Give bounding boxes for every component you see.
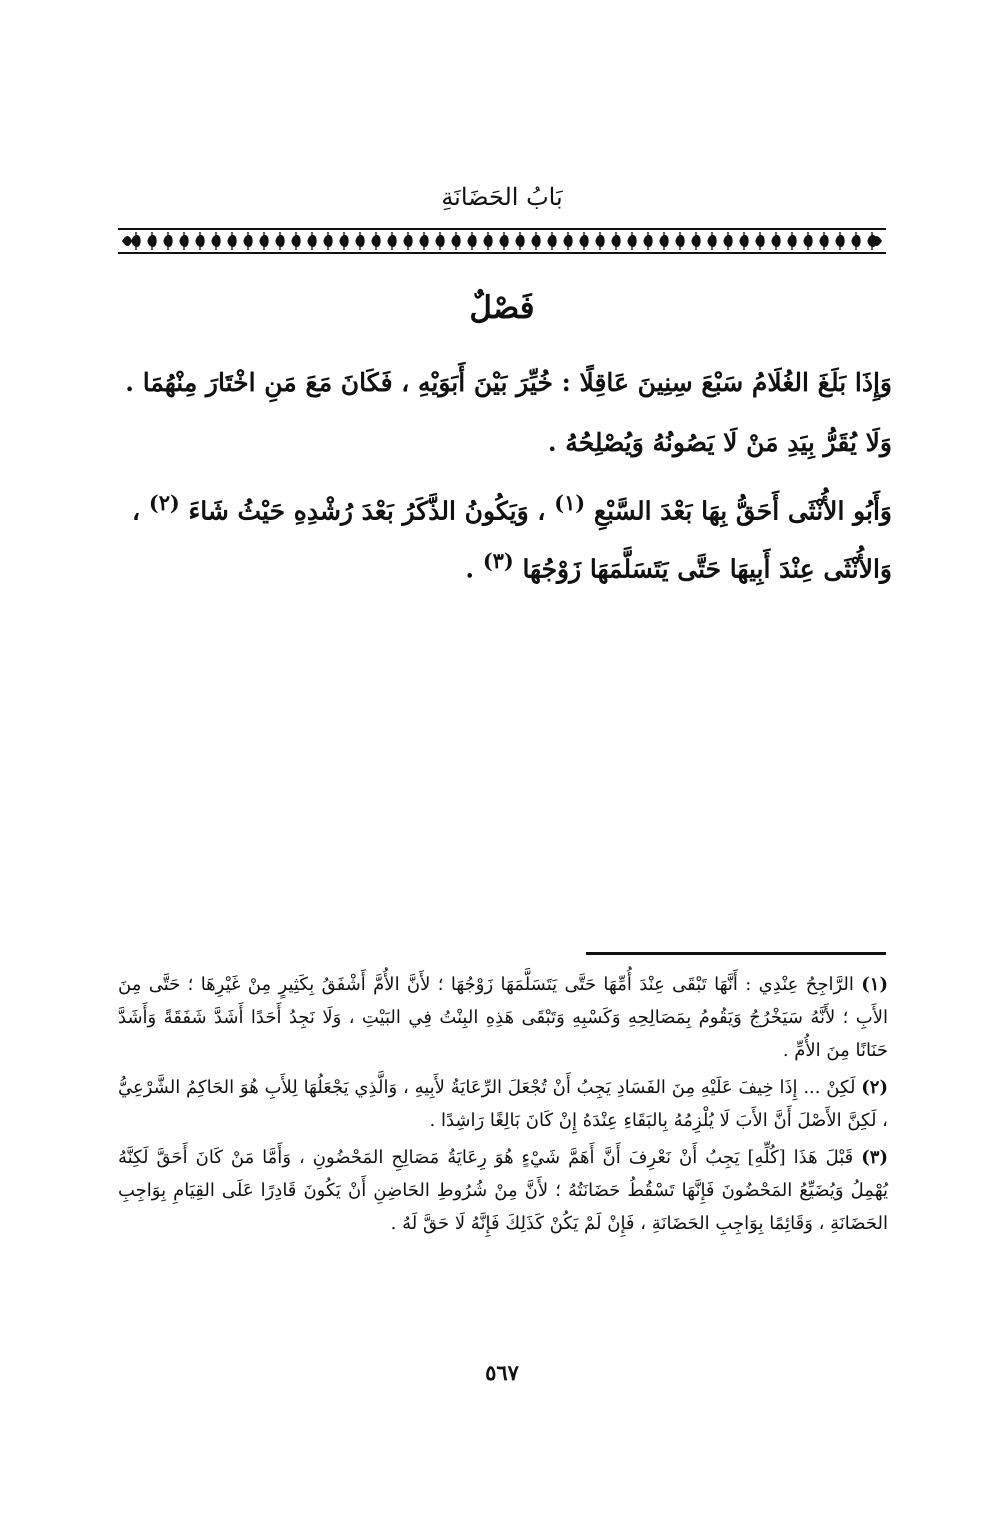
footnote-3-number: (٣) — [861, 1147, 888, 1168]
ornament-motif — [724, 232, 732, 250]
ornament-motif — [500, 232, 508, 250]
ornament-motif — [740, 232, 748, 250]
ornament-motif — [644, 232, 652, 250]
footnote-3-text: قَبْلَ هَذَا [كُلِّهِ] يَجِبُ أَنْ نَعْرِفَ أَنَّ أَهَمَّ شَيْءٍ هُوَ رِعَايَةُ مَصَالِحِ المَحْضُونِ ، وَأَمَّا مَنْ كَانَ أَحَقَّ لَكِنَّهُ يُهْمِلُ وَيُضَيِّعُ المَحْضُونَ فَإِنَّهَا تَسْقُطُ حَضَانَتُهُ ؛ لأَنَّ مِنْ شُرُوطِ الحَاضِنِ أَنْ يَكُونَ قَادِرًا عَلَى القِيَامِ بِوَاجِبِ الحَضَانَةِ ، وَقَائِمًا بِوَاجِبِ الحَضَانَةِ ، فَإِنْ لَمْ يَكُنْ كَذَلِكَ فَإِنَّهُ لَا حَقَّ لَهُ . — [118, 1147, 888, 1234]
ornament-motif — [820, 232, 828, 250]
ornament-motif — [708, 232, 716, 250]
ornament-motif — [148, 232, 156, 250]
paragraph-2-part-b: ، وَيَكُونُ الذَّكَرُ بَعْدَ رُشْدِهِ حَيْثُ شَاءَ — [188, 496, 546, 526]
ornament-motif — [212, 232, 220, 250]
footnote-2-text: لَكِنْ ... إِذَا خِيفَ عَلَيْهِ مِنَ الفَسَادِ يَجِبُ أَنْ تُجْعَلَ الرِّعَايَةُ لأَبِيهِ ، وَالَّذِي يَجْعَلُهَا لِلأَبِ هُوَ الحَاكِمُ الشَّرْعِيُّ ، لَكِنَّ الأَصْلَ أَنَّ الأَبَ لَا يُلْزِمُهُ بِالبَقَاءِ عِنْدَهُ إِنْ كَانَ بَالِغًا رَاشِدًا . — [118, 1077, 888, 1131]
ornament-motif — [388, 232, 396, 250]
ornament-motif — [372, 232, 380, 250]
page-number: ٥٦٧ — [485, 1360, 519, 1385]
ornament-motif — [132, 232, 140, 250]
footnote-ref-2[interactable]: (٢) — [148, 490, 180, 515]
ornament-motif — [180, 232, 188, 250]
footnote-2-number: (٢) — [861, 1077, 888, 1098]
ornament-motif — [420, 232, 428, 250]
paragraph-2-part-a: وَأَبُو الأُنْثَى أَحَقُّ بِهَا بَعْدَ السَّبْعِ — [593, 496, 892, 526]
ornament-motif — [276, 232, 284, 250]
footnote-separator — [586, 952, 886, 955]
ornament-motif — [660, 232, 668, 250]
ornament-motif — [340, 232, 348, 250]
ornament-end-leaf — [122, 236, 132, 246]
paragraph-2 — [100, 478, 892, 595]
ornament-motif — [404, 232, 412, 250]
ornament-motif — [484, 232, 492, 250]
ornament-motif — [852, 232, 860, 250]
ornament-motif — [292, 232, 300, 250]
ornament-motif — [772, 232, 780, 250]
section-heading: فَصْلٌ — [469, 290, 535, 326]
footnote-3 — [118, 1141, 888, 1240]
paragraph-2-part-c: ، وَالأُنْثَى عِنْدَ أَبِيهَا حَتَّى يَتَسَلَّمَهَا زَوْجُهَا — [132, 496, 892, 584]
ornament-motif — [324, 232, 332, 250]
main-body-text — [100, 358, 892, 605]
ornament-motif — [196, 232, 204, 250]
paragraph-2-end: . — [465, 554, 475, 584]
footnotes — [118, 968, 888, 1244]
ornament-motif — [804, 232, 812, 250]
footnote-ref-3[interactable]: (٣) — [482, 548, 514, 574]
ornament-motif — [308, 232, 316, 250]
ornament-motif — [516, 232, 524, 250]
ornament-motif — [612, 232, 620, 250]
ornament-motif — [580, 232, 588, 250]
ornament-motif — [836, 232, 844, 250]
ornament-motif — [244, 232, 252, 250]
ornament-motif — [532, 232, 540, 250]
ornament-motif — [676, 232, 684, 250]
paragraph-1-line-1: وَإِذَا بَلَغَ الغُلَامُ سَبْعَ سِنِينَ عَاقِلًا : خُيِّرَ بَيْنَ أَبَوَيْهِ ، فَكَانَ مَعَ مَنِ اخْتَارَ مِنْهُمَا . — [125, 368, 892, 397]
paragraph-1-line-2: وَلَا يُقَرُّ بِيَدِ مَنْ لَا يَصُونُهُ وَيُصْلِحُهُ . — [547, 428, 892, 457]
ornament-motif — [788, 232, 796, 250]
footnote-1-number: (١) — [861, 974, 888, 995]
ornament-motif — [564, 232, 572, 250]
footnote-ref-1[interactable]: (١) — [554, 490, 586, 515]
decorative-border-ornament — [118, 226, 886, 256]
ornament-motif — [356, 232, 364, 250]
footnote-1 — [118, 968, 888, 1067]
ornament-motif — [468, 232, 476, 250]
footnote-2 — [118, 1071, 888, 1137]
footnote-1-text: الرَّاجِحُ عِنْدِي : أَنَّهَا تَبْقَى عِنْدَ أُمِّهَا حَتَّى يَتَسَلَّمَهَا زَوْجُهَا ؛ لأَنَّ الأُمَّ أَشْفَقُ بِكَثِيرٍ مِنْ غَيْرِهَا ؛ حَتَّى مِنَ الأَبِ ؛ لأَنَّهُ سَيَخْرُجُ وَيَقُومُ بِمَصَالِحِهِ وَكَسْبِهِ وَتَبْقَى هَذِهِ البِنْتُ فِي البَيْتِ ، وَلَا نَجِدُ أَحَدًا أَشَدَّ شَفَقَةً وَأَشَدَّ حَنَانًا مِنَ الأُمِّ . — [118, 974, 888, 1061]
ornament-motif — [228, 232, 236, 250]
ornament-motif — [260, 232, 268, 250]
ornament-motif — [628, 232, 636, 250]
ornament-motif — [548, 232, 556, 250]
ornament-motif — [164, 232, 172, 250]
ornament-motif — [756, 232, 764, 250]
running-header-title: بَابُ الحَضَانَةِ — [441, 183, 563, 211]
ornament-motif — [596, 232, 604, 250]
ornament-motif — [452, 232, 460, 250]
ornament-motif — [436, 232, 444, 250]
ornament-motif — [692, 232, 700, 250]
